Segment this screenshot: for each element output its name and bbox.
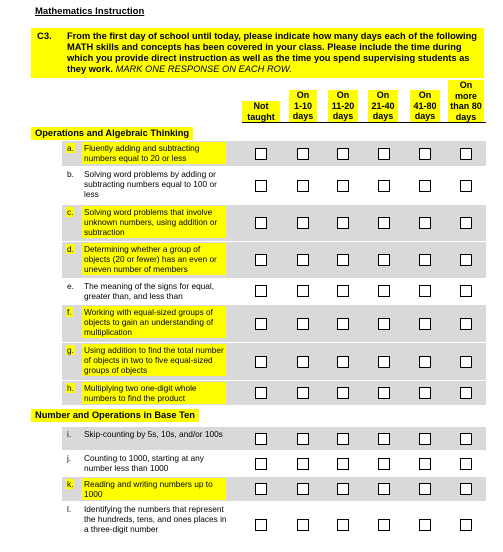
response-checkbox[interactable] (460, 285, 472, 297)
response-checkbox[interactable] (419, 433, 431, 445)
response-checkbox[interactable] (460, 458, 472, 470)
column-header-line: 11-20 (331, 100, 355, 111)
response-checkbox[interactable] (297, 356, 309, 368)
response-checkbox[interactable] (337, 433, 349, 445)
response-checkbox[interactable] (419, 519, 431, 531)
response-checkbox[interactable] (419, 318, 431, 330)
response-checkbox[interactable] (255, 285, 267, 297)
item-text: Reading and writing numbers up to 1000 (82, 478, 226, 500)
response-checkbox[interactable] (378, 148, 390, 160)
response-checkbox[interactable] (378, 356, 390, 368)
response-checkbox[interactable] (255, 217, 267, 229)
response-checkbox[interactable] (460, 387, 472, 399)
item-text: Determining whether a group of objects (20 or fewer) has an even or uneven number of members (82, 243, 226, 275)
column-header-line: days (455, 111, 477, 122)
response-checkbox[interactable] (297, 254, 309, 266)
response-checkbox[interactable] (460, 483, 472, 495)
item-text: Using addition to find the total number of objects in two to five equal-sized groups of objects (82, 344, 226, 376)
item-letter: h. (67, 383, 74, 393)
item-text: Fluently adding and subtracting numbers equal to 20 or less (82, 142, 226, 164)
response-checkbox[interactable] (378, 433, 390, 445)
column-header-21-40 (368, 90, 398, 122)
column-header-line: days (332, 111, 354, 121)
column-header-line: days (414, 111, 436, 121)
response-checkbox[interactable] (378, 217, 390, 229)
column-header-line: than 80 (450, 101, 482, 111)
response-checkbox[interactable] (255, 356, 267, 368)
item-text: Multiplying two one-digit whole numbers to find the product (82, 382, 226, 404)
response-checkbox[interactable] (337, 217, 349, 229)
response-checkbox[interactable] (419, 254, 431, 266)
column-header-11-20 (328, 90, 358, 122)
response-checkbox[interactable] (297, 433, 309, 445)
response-checkbox[interactable] (419, 387, 431, 399)
item-letter: j. (67, 453, 72, 463)
response-checkbox[interactable] (378, 318, 390, 330)
response-checkbox[interactable] (255, 318, 267, 330)
column-header-1-10 (289, 90, 317, 122)
column-header-line: On (418, 90, 432, 100)
column-header-line: 1-10 (293, 100, 312, 111)
response-checkbox[interactable] (255, 254, 267, 266)
response-checkbox[interactable] (337, 148, 349, 160)
response-checkbox[interactable] (255, 519, 267, 531)
response-checkbox[interactable] (460, 519, 472, 531)
response-checkbox[interactable] (255, 180, 267, 192)
response-checkbox[interactable] (337, 254, 349, 266)
question-number: C3. (37, 31, 52, 42)
column-header-line: On (296, 90, 310, 100)
response-checkbox[interactable] (419, 180, 431, 192)
item-text: Counting to 1000, starting at any number less than 1000 (84, 453, 204, 473)
response-checkbox[interactable] (460, 254, 472, 266)
response-checkbox[interactable] (297, 217, 309, 229)
response-checkbox[interactable] (419, 148, 431, 160)
response-checkbox[interactable] (378, 180, 390, 192)
item-text: Working with equal-sized groups of objects to gain an understanding of multiplication (82, 306, 226, 338)
item-letter: l. (67, 504, 72, 514)
response-checkbox[interactable] (460, 217, 472, 229)
response-checkbox[interactable] (460, 180, 472, 192)
item-letter: c. (67, 207, 74, 217)
item-letter: b. (67, 169, 74, 179)
response-checkbox[interactable] (378, 387, 390, 399)
response-checkbox[interactable] (378, 519, 390, 531)
item-letter: d. (67, 244, 74, 254)
response-checkbox[interactable] (297, 180, 309, 192)
column-header-line: On (459, 80, 473, 90)
column-header-line: On (336, 90, 350, 100)
response-checkbox[interactable] (378, 458, 390, 470)
response-checkbox[interactable] (378, 254, 390, 266)
section-heading-base-ten: Number and Operations in Base Ten (31, 409, 199, 422)
response-checkbox[interactable] (460, 433, 472, 445)
response-checkbox[interactable] (419, 217, 431, 229)
response-checkbox[interactable] (419, 458, 431, 470)
item-letter: i. (67, 429, 72, 439)
response-checkbox[interactable] (255, 483, 267, 495)
column-header-line: more (454, 90, 477, 101)
item-letter: f. (67, 307, 72, 317)
item-text: The meaning of the signs for equal, greater than, and less than (84, 281, 215, 301)
response-checkbox[interactable] (255, 148, 267, 160)
response-checkbox[interactable] (337, 180, 349, 192)
column-header-line: days (372, 111, 394, 121)
response-checkbox[interactable] (460, 356, 472, 368)
response-checkbox[interactable] (419, 356, 431, 368)
response-checkbox[interactable] (378, 285, 390, 297)
item-text: Solving word problems that involve unknown numbers, using addition or subtraction (82, 206, 226, 238)
question-body: From the first day of school until today, please indicate how many days each of the following MATH skills and concepts has been covered in your class. Please include the time during which you provide direct instruction as well as the time you spend supervising students as they work. (67, 31, 477, 74)
item-letter: e. (67, 281, 74, 291)
column-header-41-80 (410, 90, 440, 122)
response-checkbox[interactable] (337, 387, 349, 399)
column-header-line: 41-80 (413, 100, 437, 111)
question-text (67, 31, 479, 75)
column-header-line: Not (253, 101, 269, 111)
response-checkbox[interactable] (460, 318, 472, 330)
column-header-line: On (376, 90, 390, 100)
item-text: Skip-counting by 5s, 10s, and/or 100s (84, 429, 223, 439)
response-checkbox[interactable] (255, 433, 267, 445)
response-checkbox[interactable] (297, 318, 309, 330)
response-checkbox[interactable] (337, 356, 349, 368)
response-checkbox[interactable] (297, 483, 309, 495)
column-header-not-taught (242, 101, 280, 122)
page-title: Mathematics Instruction (35, 6, 145, 17)
section-heading-operations: Operations and Algebraic Thinking (31, 127, 193, 140)
item-text: Identifying the numbers that represent the hundreds, tens, and ones places in a three-digit number (84, 504, 227, 534)
response-checkbox[interactable] (337, 483, 349, 495)
question-instruction: MARK ONE RESPONSE ON EACH ROW. (115, 64, 292, 74)
response-checkbox[interactable] (419, 483, 431, 495)
response-checkbox[interactable] (337, 285, 349, 297)
header-underline (242, 122, 486, 123)
response-checkbox[interactable] (255, 458, 267, 470)
item-letter: k. (67, 479, 74, 489)
response-checkbox[interactable] (297, 519, 309, 531)
response-checkbox[interactable] (297, 285, 309, 297)
item-letter: a. (67, 143, 74, 153)
response-checkbox[interactable] (297, 148, 309, 160)
response-checkbox[interactable] (337, 519, 349, 531)
response-checkbox[interactable] (460, 148, 472, 160)
response-checkbox[interactable] (337, 318, 349, 330)
response-checkbox[interactable] (419, 285, 431, 297)
item-text: Solving word problems by adding or subtracting numbers equal to 100 or less (84, 169, 217, 199)
response-checkbox[interactable] (378, 483, 390, 495)
response-checkbox[interactable] (297, 387, 309, 399)
column-header-line: 21-40 (371, 100, 395, 111)
item-letter: g. (67, 345, 74, 355)
response-checkbox[interactable] (255, 387, 267, 399)
response-checkbox[interactable] (337, 458, 349, 470)
response-checkbox[interactable] (297, 458, 309, 470)
column-header-line: taught (247, 111, 275, 122)
column-header-line: days (292, 111, 314, 121)
column-header-more-than-80 (448, 80, 484, 122)
